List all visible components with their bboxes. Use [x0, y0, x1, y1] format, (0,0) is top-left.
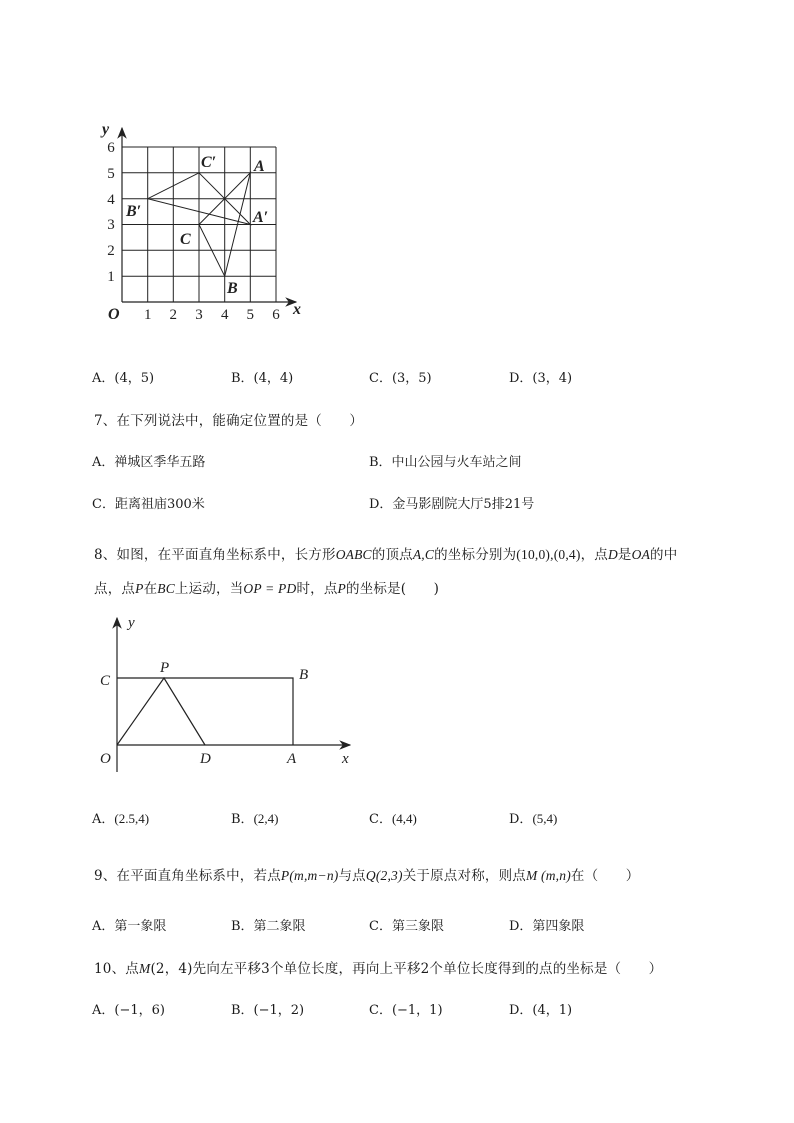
- q6-x-tick: 6: [272, 307, 280, 323]
- q6-x-tick: 1: [143, 307, 152, 323]
- q6-point-B: B: [227, 280, 238, 297]
- q8-math: P: [337, 581, 346, 596]
- q8-math: OP = PD: [243, 581, 297, 596]
- q9-math: M (m,n): [526, 868, 571, 883]
- q9-text: 9、在平面直角坐标系中，若点: [94, 868, 281, 884]
- q8-text: 在: [143, 581, 158, 597]
- q6-point-B-prime: B′: [126, 203, 142, 220]
- q6-figure: [100, 118, 310, 328]
- q10-stem: [94, 957, 662, 977]
- q8-text: 时，点: [296, 581, 338, 597]
- q9-math: Q(2,3): [365, 868, 403, 883]
- q8-x-label: x: [342, 751, 349, 767]
- q8-stem-line1: [94, 543, 677, 563]
- q8-point-C: C: [100, 673, 111, 689]
- q9-text: 与点: [338, 868, 366, 884]
- q6-point-A: A: [254, 158, 265, 175]
- q9-stem: [94, 864, 639, 884]
- q7-option-c[interactable]: C．距离祖庙300米: [92, 497, 205, 512]
- q8-text: 是: [617, 547, 632, 563]
- q9-text: 关于原点对称，则点: [402, 868, 527, 884]
- q8-option-letter: A．: [92, 812, 115, 827]
- q8-option-c[interactable]: [369, 808, 417, 827]
- q8-option-letter: D．: [509, 812, 533, 827]
- q9-option-b[interactable]: B．第二象限: [231, 919, 306, 934]
- q6-option-a[interactable]: A．(4，5): [92, 371, 155, 386]
- q8-text: ，点: [580, 547, 608, 563]
- q6-y-tick: 5: [107, 166, 115, 182]
- triangle-OPD: [117, 678, 205, 745]
- q10-text: 10、点: [94, 961, 139, 977]
- q8-text: 的坐标是( ): [346, 581, 440, 597]
- q6-y-axis-label: y: [102, 121, 110, 138]
- q6-y-tick: 1: [107, 269, 115, 285]
- q10-text: (2，4)先向左平移3个单位长度，再向上平移2个单位长度得到的点的坐标是（ ）: [150, 961, 663, 977]
- q9-option-c[interactable]: C．第三象限: [369, 919, 444, 934]
- q8-math: OABC: [335, 547, 372, 562]
- q8-text: 的顶点: [371, 547, 413, 563]
- q6-option-c[interactable]: C．(3，5): [369, 371, 432, 386]
- q6-origin-label: O: [108, 306, 120, 323]
- q7-option-d[interactable]: D．金马影剧院大厅5排21号: [369, 497, 535, 512]
- q8-option-d[interactable]: [509, 808, 557, 827]
- q8-option-value: (5,4): [532, 811, 558, 826]
- q8-point-D: D: [200, 751, 211, 767]
- q9-option-d[interactable]: D．第四象限: [509, 919, 585, 934]
- q8-math: P: [135, 581, 144, 596]
- q8-option-value: (2.5,4): [114, 811, 150, 826]
- q7-option-a[interactable]: A．禅城区季华五路: [92, 455, 206, 470]
- q6-x-tick: 5: [246, 307, 255, 323]
- q8-math: (10,0),(0,4): [516, 547, 581, 562]
- q10-math: M: [138, 961, 151, 976]
- q8-stem-line2: [94, 577, 439, 597]
- q8-point-B: B: [299, 667, 309, 683]
- q8-figure: [94, 612, 364, 772]
- q8-option-value: (2,4): [253, 811, 279, 826]
- q6-option-d[interactable]: D．(3，4): [509, 371, 573, 386]
- q8-math: OA: [631, 547, 651, 562]
- q6-point-A-prime: A′: [253, 209, 269, 226]
- q8-option-letter: B．: [231, 812, 254, 827]
- q10-option-c[interactable]: C．(−1，1): [369, 1003, 443, 1018]
- q6-point-C-prime: C′: [201, 154, 217, 171]
- q8-text: 上运动，当: [174, 581, 244, 597]
- q6-y-tick: 4: [107, 192, 115, 208]
- q8-text: 的中: [650, 547, 678, 563]
- q10-option-b[interactable]: B．(−1，2): [231, 1003, 305, 1018]
- q8-option-value: (4,4): [391, 811, 417, 826]
- q8-text: 点，点: [94, 581, 136, 597]
- q8-y-label: y: [128, 615, 135, 631]
- q8-text: 的坐标分别为: [434, 547, 517, 563]
- q8-option-b[interactable]: [231, 808, 278, 827]
- q8-option-a[interactable]: [92, 808, 149, 827]
- q9-math: P(m,m−n): [280, 868, 339, 883]
- q8-point-P: P: [160, 660, 170, 676]
- q6-y-tick: 3: [107, 217, 115, 233]
- q6-option-b[interactable]: B．(4，4): [231, 371, 294, 386]
- q8-text: 8、如图，在平面直角坐标系中，长方形: [94, 547, 336, 563]
- q8-math: D: [607, 547, 618, 562]
- q9-text: 在（ ）: [570, 868, 640, 884]
- q6-y-tick: 6: [107, 140, 115, 156]
- q7-stem: 7、在下列说法中，能确定位置的是（ ）: [94, 413, 364, 429]
- q6-x-tick: 2: [169, 307, 178, 323]
- q6-x-tick: 3: [195, 307, 203, 323]
- q8-option-letter: C．: [369, 812, 392, 827]
- q6-y-tick: 2: [107, 243, 115, 259]
- q8-math: A,C: [412, 547, 435, 562]
- q10-option-d[interactable]: D．(4，1): [509, 1003, 573, 1018]
- rectangle-OABC: [117, 678, 293, 745]
- q10-option-a[interactable]: A．(−1，6): [92, 1003, 165, 1018]
- q6-x-axis-label: x: [293, 301, 301, 318]
- q7-option-b[interactable]: B．中山公园与火车站之间: [369, 455, 522, 470]
- q8-point-A: A: [287, 751, 297, 767]
- q8-math: BC: [157, 581, 175, 596]
- q8-point-O: O: [100, 751, 111, 767]
- q6-point-C: C: [180, 231, 191, 248]
- q9-option-a[interactable]: A．第一象限: [92, 919, 167, 934]
- q6-x-tick: 4: [220, 307, 229, 323]
